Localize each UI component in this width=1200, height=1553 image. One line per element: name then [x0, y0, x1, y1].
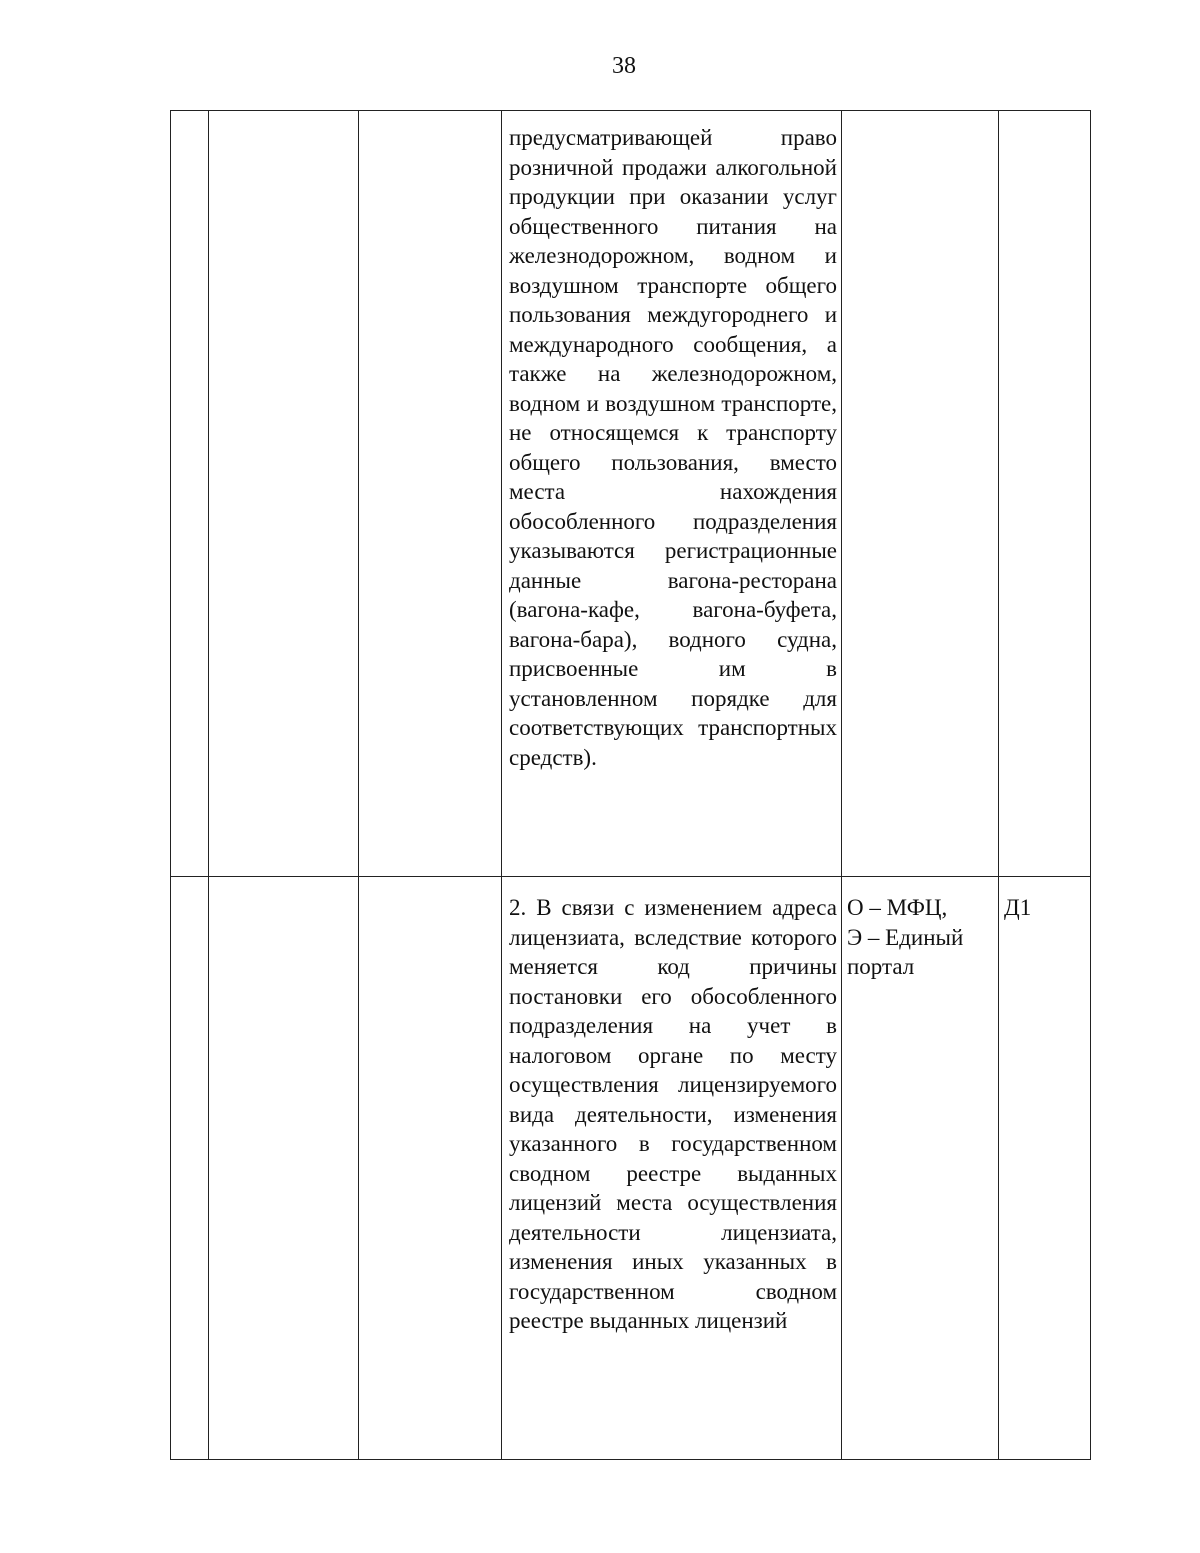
- table-cell-col3: [359, 877, 502, 1460]
- table-cell-col5: [842, 877, 999, 1460]
- table-row: [171, 877, 1091, 1460]
- cell-line: О – МФЦ,: [847, 895, 948, 920]
- document-table: [170, 110, 1091, 1460]
- table-cell-col4: [502, 111, 842, 877]
- page-number: 38: [612, 53, 636, 79]
- table-cell-col1: [171, 111, 209, 877]
- table-cell-col6: [999, 877, 1091, 1460]
- table-cell-col3: [359, 111, 502, 877]
- cell-text: Д1: [1004, 895, 1032, 920]
- table-row: [171, 111, 1091, 877]
- table-cell-col2: [209, 877, 359, 1460]
- cell-text-lines: [842, 877, 998, 986]
- table-cell-col2: [209, 111, 359, 877]
- table-cell-col5: [842, 111, 999, 877]
- table-cell-col1: [171, 877, 209, 1460]
- table-cell-col4: [502, 877, 842, 1460]
- table-cell-col6: [999, 111, 1091, 877]
- cell-line: портал: [847, 954, 915, 979]
- cell-line: Э – Единый: [847, 924, 964, 950]
- cell-text: 2. В связи с изменением адреса лицензиата, вследствие которого меняется код причины постановки его обособленного подразделения на учет в налоговом органе по месту осуществления лицензируемого вида деятельности, изменения указанного в государственном сводном реестре выданных лицензий места осуществления деятельности лицензиата, изменения иных указанных в государственном сводном реестре выданных лицензий: [509, 895, 837, 1333]
- cell-text: предусматривающей право розничной продажи алкогольной продукции при оказании услуг общественного питания на железнодорожном, водном и воздушном транспорте общего пользования междугороднего и международного сообщения, а также на железнодорожном, водном и воздушном транспорте, не относящемся к транспорту общего пользования, вместо места нахождения обособленного подразделения указываются регистрационные данные вагона-ресторана (вагона-кафе, вагона-буфета, вагона-бара), водного судна, присвоенные им в установленном порядке для соответствующих транспортных средств).: [509, 125, 837, 770]
